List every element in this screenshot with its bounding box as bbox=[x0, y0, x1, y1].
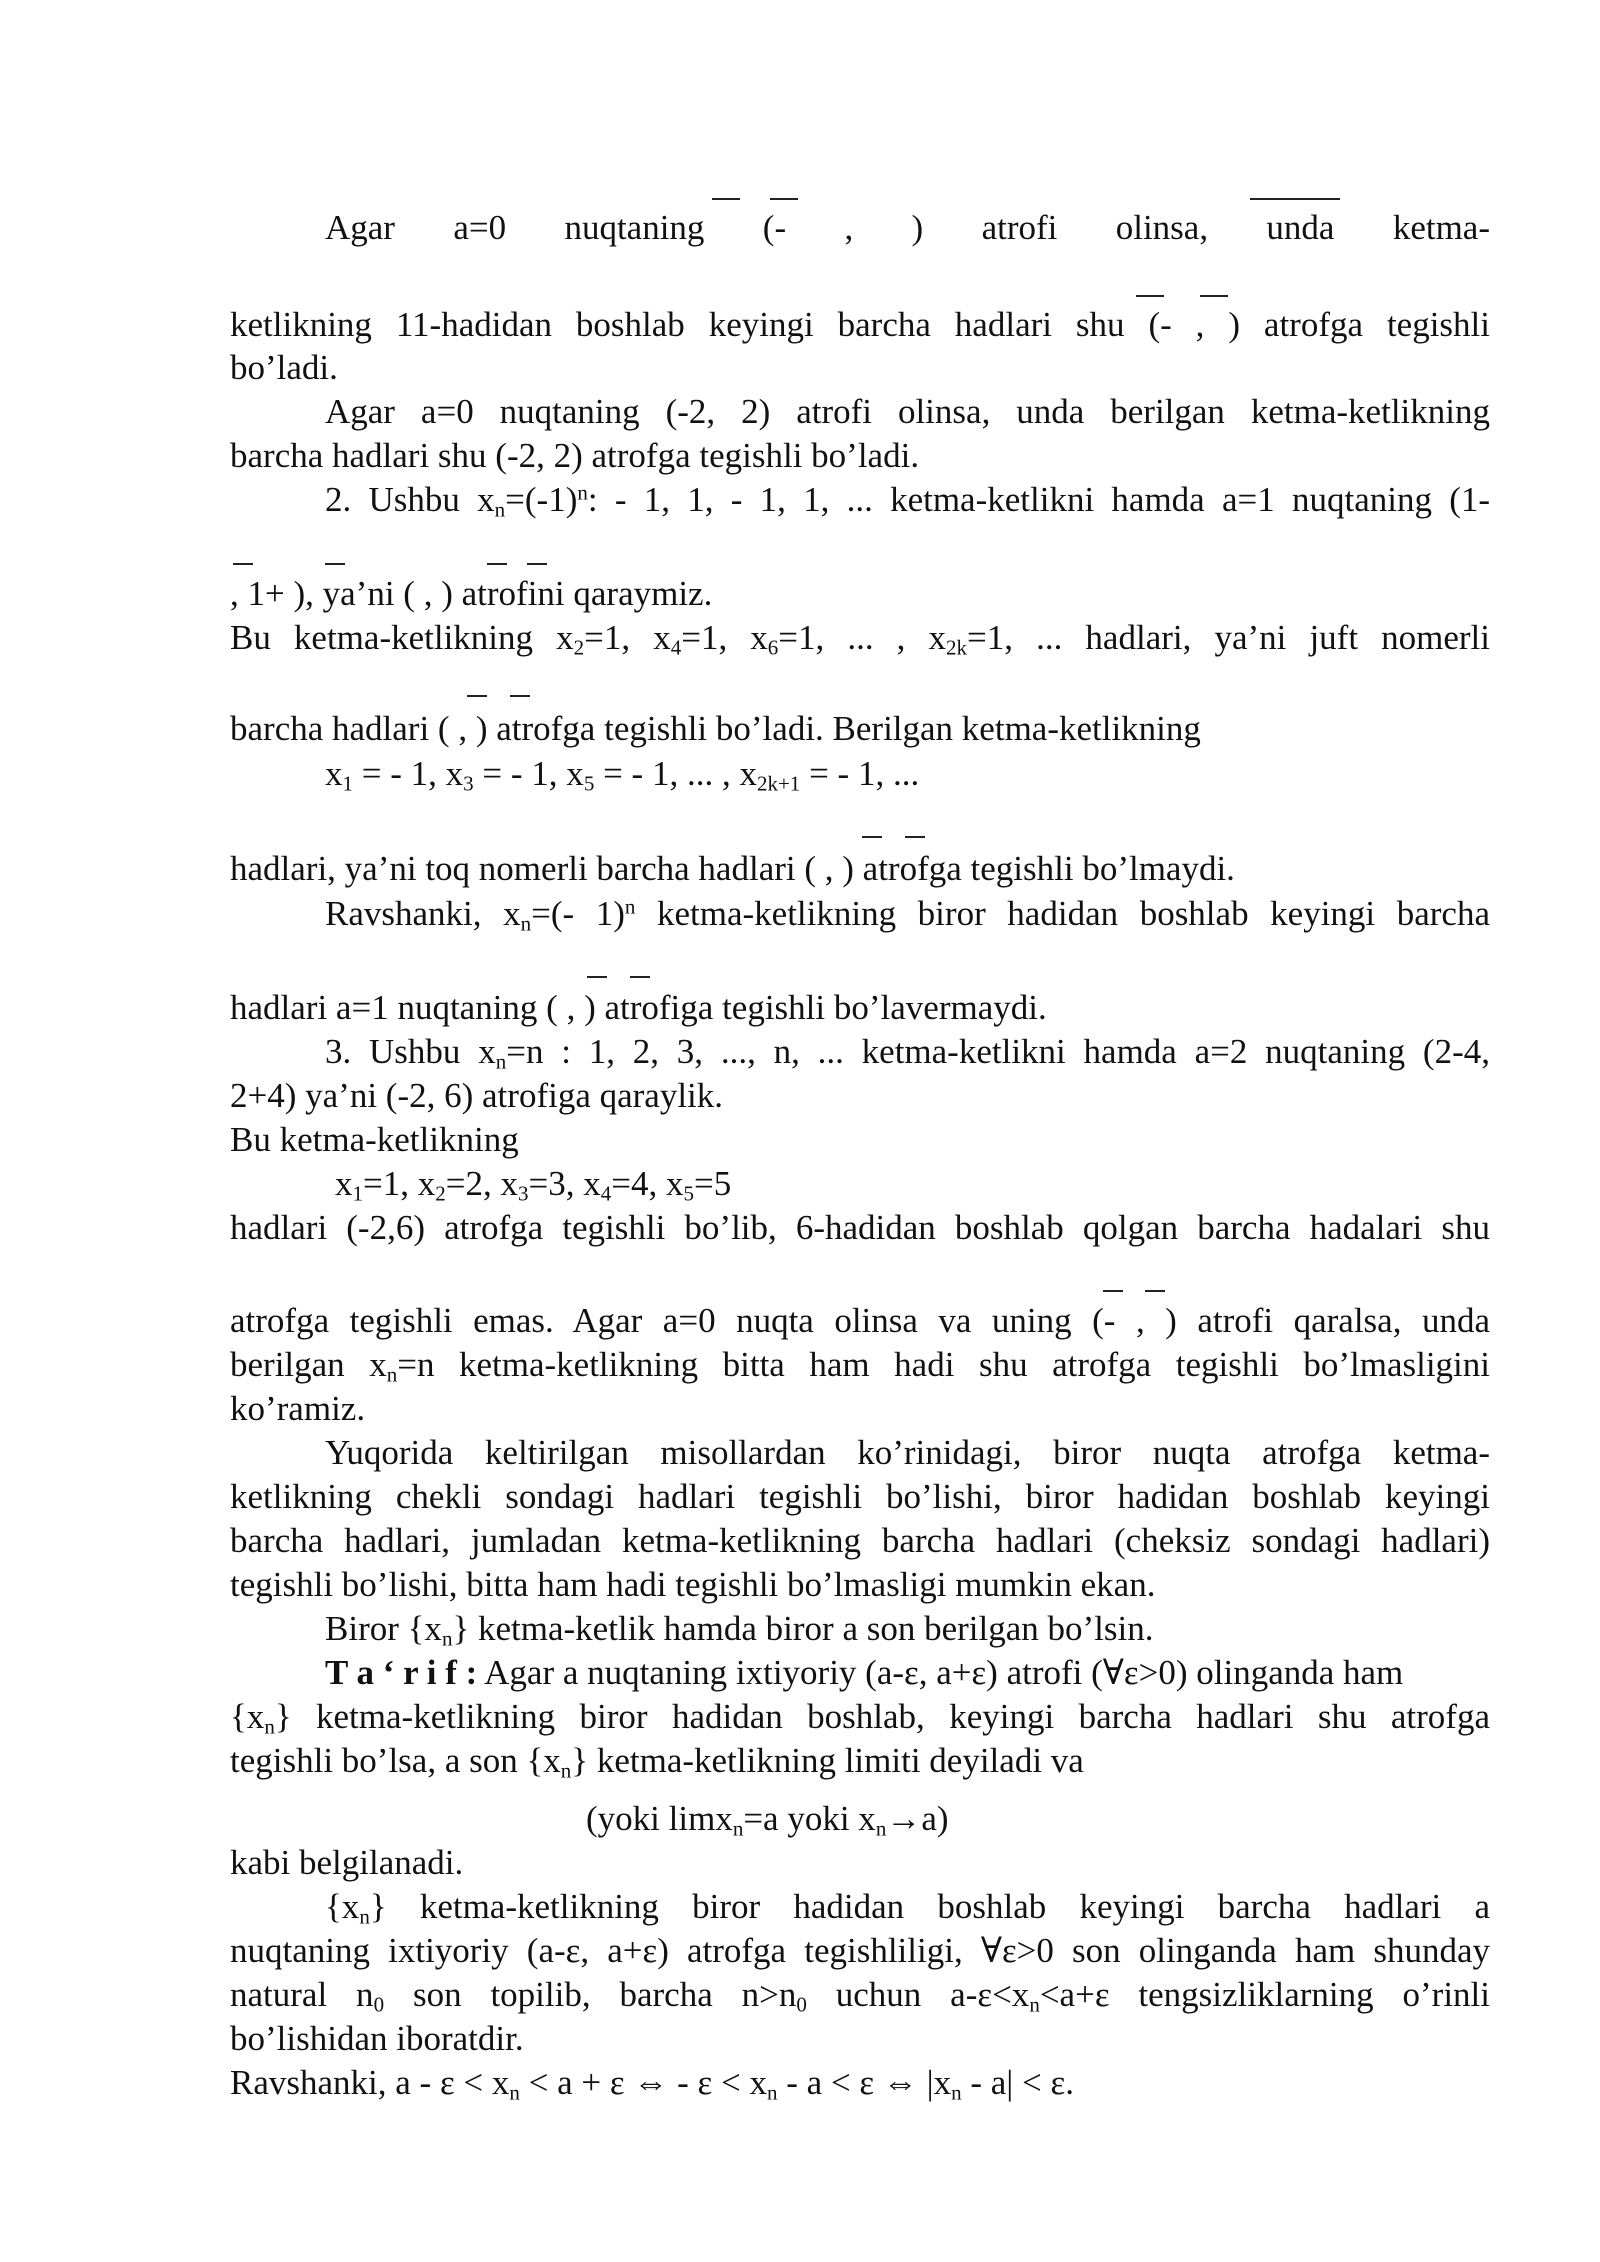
text: =a yoki x bbox=[743, 1799, 876, 1838]
text: } ketma-ketlikning limiti deyiladi va bbox=[571, 1741, 1084, 1780]
subscript: n bbox=[495, 1049, 507, 1074]
subscript: 2 bbox=[435, 1181, 446, 1206]
text-line: barcha hadlari, jumladan ketma-ketlikning barcha hadlari (cheksiz sondagi hadlari) bbox=[230, 1521, 1490, 1560]
text: <a+ε tengsizliklarning o’rinli bbox=[1039, 1975, 1490, 2014]
superscript: n bbox=[624, 894, 636, 919]
text: =(-1) bbox=[505, 480, 578, 519]
text: uchun a-ε<x bbox=[806, 1975, 1030, 2014]
text-line: hadlari a=1 nuqtaning ( , ) atrofiga tegishli bo’lavermaydi. bbox=[230, 988, 1047, 1027]
text: son topilib, barcha n>n bbox=[384, 1975, 797, 2014]
subscript: 2k+1 bbox=[756, 771, 801, 796]
text: } ketma-ketlikning biror hadidan boshlab, keyingi barcha hadlari shu atrofga bbox=[274, 1697, 1490, 1736]
text-line bbox=[230, 1973, 1490, 2016]
fraction-bar bbox=[770, 198, 798, 200]
subscript: n bbox=[560, 1758, 572, 1783]
text: x bbox=[335, 1164, 353, 1203]
text: natural n bbox=[230, 1975, 374, 2014]
text: x bbox=[325, 754, 343, 793]
text-line bbox=[325, 1030, 1490, 1073]
fraction-bar bbox=[905, 836, 925, 838]
subscript: 3 bbox=[463, 771, 474, 796]
text-line: Agar a=0 nuqtaning (-2, 2) atrofi olinsa, unda berilgan ketma-ketlikning bbox=[325, 392, 1490, 431]
text: =3, x bbox=[528, 1164, 601, 1203]
text: tegishli bo’lsa, a son {x bbox=[230, 1741, 561, 1780]
text-line: ko’ramiz. bbox=[230, 1389, 366, 1428]
fraction-bar bbox=[587, 976, 607, 978]
fraction-bar bbox=[862, 836, 882, 838]
text-line bbox=[325, 752, 1490, 795]
text-line bbox=[325, 1651, 1500, 1694]
subscript: 1 bbox=[352, 1181, 363, 1206]
text: 2. Ushbu x bbox=[325, 480, 495, 519]
text-line: 2+4) ya’ni (-2, 6) atrofiga qaraylik. bbox=[230, 1076, 724, 1115]
text-line bbox=[325, 892, 1490, 935]
fraction-bar bbox=[233, 563, 253, 565]
text-line: bo’lishidan iboratdir. bbox=[230, 2019, 524, 2058]
superscript: n bbox=[577, 480, 588, 505]
text: =n ketma-ketlikning bitta ham hadi shu atrofga tegishli bo’lmasligini bbox=[397, 1345, 1490, 1384]
text: = - 1, ... , x bbox=[594, 754, 757, 793]
text-line bbox=[325, 1885, 1490, 1928]
text-line: barcha hadlari ( , ) atrofga tegishli bo’ladi. Berilgan ketma-ketlikning bbox=[230, 709, 1201, 748]
subscript: 3 bbox=[518, 1181, 529, 1206]
text-line: ketlikning 11-hadidan boshlab keyingi barcha hadlari shu (- , ) atrofga tegishli bbox=[230, 305, 1490, 344]
fraction-bar bbox=[487, 563, 507, 565]
text: =1, ... hadlari, ya’ni juft nomerli bbox=[967, 618, 1490, 657]
text-line bbox=[230, 1343, 1490, 1386]
text: {x bbox=[325, 1887, 360, 1926]
subscript: 5 bbox=[683, 1181, 694, 1206]
text: berilgan x bbox=[230, 1345, 387, 1384]
subscript: 4 bbox=[670, 635, 682, 660]
text-line: tegishli bo’lishi, bitta ham hadi tegishli bo’lmasligi mumkin ekan. bbox=[230, 1565, 1156, 1604]
text: (yoki limx bbox=[586, 1799, 733, 1838]
text-line: bo’ladi. bbox=[230, 348, 338, 387]
text-line: Agar a=0 nuqtaning (- , ) atrofi olinsa, unda ketma- bbox=[325, 208, 1490, 247]
text-line bbox=[230, 616, 1490, 659]
text: } ketma-ketlikning biror hadidan boshlab keyingi barcha hadlari a bbox=[369, 1887, 1490, 1926]
text: Agar a nuqtaning ixtiyoriy (a-ε, a+ε) atrofi (∀ε>0) olinganda ham bbox=[477, 1653, 1404, 1692]
fraction-bar bbox=[630, 976, 650, 978]
text: = - 1, x bbox=[353, 754, 464, 793]
text: = - 1, ... bbox=[800, 754, 920, 793]
text: Ravshanki, x bbox=[325, 894, 521, 933]
text-line: Bu ketma-ketlikning bbox=[230, 1120, 519, 1159]
subscript: 6 bbox=[767, 635, 779, 660]
subscript: 2 bbox=[573, 635, 585, 660]
text: 3. Ushbu x bbox=[325, 1032, 496, 1071]
subscript: 5 bbox=[583, 771, 595, 796]
text: =1, ... , x bbox=[778, 618, 947, 657]
fraction-bar bbox=[510, 695, 530, 697]
subscript: n bbox=[951, 2080, 962, 2105]
text-line: nuqtaning ixtiyoriy (a-ε, a+ε) atrofga tegishliligi, ∀ε>0 son olinganda ham shunday bbox=[230, 1931, 1490, 1970]
text: Bu ketma-ketlikning x bbox=[230, 618, 574, 657]
subscript: n bbox=[509, 2080, 520, 2105]
text: {x bbox=[230, 1697, 265, 1736]
fraction-bar bbox=[1136, 295, 1164, 297]
text-line: Yuqorida keltirilgan misollardan ko’rinidagi, biror nuqta atrofga ketma- bbox=[325, 1433, 1490, 1472]
text: →a) bbox=[886, 1799, 949, 1838]
text: =(- 1) bbox=[531, 894, 625, 933]
text: ketma-ketlikning biror hadidan boshlab keyingi barcha bbox=[635, 894, 1490, 933]
text: =2, x bbox=[445, 1164, 518, 1203]
text: } ketma-ketlik hamda biror a son berilgan bo’lsin. bbox=[452, 1609, 1154, 1648]
text: = - 1, x bbox=[473, 754, 584, 793]
text: =1, x bbox=[584, 618, 671, 657]
text-line: , 1+ ), ya’ni ( , ) atrofini qaraymiz. bbox=[230, 574, 713, 613]
subscript: n bbox=[1029, 1992, 1040, 2017]
text: =5 bbox=[694, 1164, 732, 1203]
subscript: n bbox=[494, 497, 506, 522]
text: =1, x bbox=[681, 618, 768, 657]
text-line bbox=[325, 1607, 1490, 1650]
fraction-bar bbox=[527, 563, 547, 565]
subscript: 2k bbox=[946, 635, 968, 660]
subscript: n bbox=[264, 1714, 275, 1739]
subscript: n bbox=[359, 1904, 370, 1929]
text: Ravshanki, a - ε < x bbox=[230, 2063, 510, 2102]
text: Biror {x bbox=[325, 1609, 442, 1648]
text: : - 1, 1, - 1, 1, ... ketma-ketlikni hamda a=1 nuqtaning (1- bbox=[587, 480, 1491, 519]
text-line: hadlari (-2,6) atrofga tegishli bo’lib, 6-hadidan boshlab qolgan barcha hadalari shu bbox=[230, 1208, 1490, 1247]
overline bbox=[1250, 198, 1340, 200]
fraction-bar bbox=[1145, 1290, 1165, 1292]
subscript: n bbox=[386, 1362, 398, 1387]
text-line: hadlari, ya’ni toq nomerli barcha hadlari ( , ) atrofga tegishli bo’lmaydi. bbox=[230, 849, 1235, 888]
text-line bbox=[230, 1739, 1490, 1782]
fraction-bar bbox=[1103, 1290, 1123, 1292]
text-line bbox=[335, 1162, 1595, 1205]
subscript: 4 bbox=[600, 1181, 612, 1206]
text-line bbox=[325, 478, 1490, 521]
text-line: ketlikning chekli sondagi hadlari tegishli bo’lishi, biror hadidan boshlab keyingi bbox=[230, 1477, 1490, 1516]
text: =n : 1, 2, 3, ..., n, ... ketma-ketlikni hamda a=2 nuqtaning (2-4, bbox=[506, 1032, 1490, 1071]
text-line: atrofga tegishli emas. Agar a=0 nuqta olinsa va uning (- , ) atrofi qaralsa, unda bbox=[230, 1301, 1490, 1340]
subscript: 0 bbox=[373, 1992, 385, 2017]
text: =1, x bbox=[363, 1164, 436, 1203]
text-line bbox=[230, 2061, 1490, 2104]
subscript: n bbox=[520, 911, 532, 936]
subscript: n bbox=[766, 2080, 778, 2105]
formula-line bbox=[586, 1797, 1286, 1840]
text-line bbox=[230, 1695, 1490, 1738]
subscript: n bbox=[732, 1816, 744, 1841]
subscript: n bbox=[875, 1816, 887, 1841]
fraction-bar bbox=[1200, 295, 1228, 297]
fraction-bar bbox=[712, 198, 740, 200]
subscript: 1 bbox=[342, 771, 353, 796]
text: - a| < ε. bbox=[961, 2063, 1074, 2102]
text: - a < ε ⇔ |x bbox=[777, 2063, 952, 2102]
fraction-bar bbox=[467, 695, 487, 697]
text: < a + ε ⇔ - ε < x bbox=[519, 2063, 767, 2102]
definition-label: T a ‘ r i f : bbox=[325, 1653, 478, 1692]
text: =4, x bbox=[611, 1164, 684, 1203]
text-line: kabi belgilanadi. bbox=[230, 1843, 464, 1882]
subscript: 0 bbox=[796, 1992, 807, 2017]
text-line: barcha hadlari shu (-2, 2) atrofga tegishli bo’ladi. bbox=[230, 436, 920, 475]
subscript: n bbox=[441, 1626, 453, 1651]
fraction-bar bbox=[325, 563, 345, 565]
